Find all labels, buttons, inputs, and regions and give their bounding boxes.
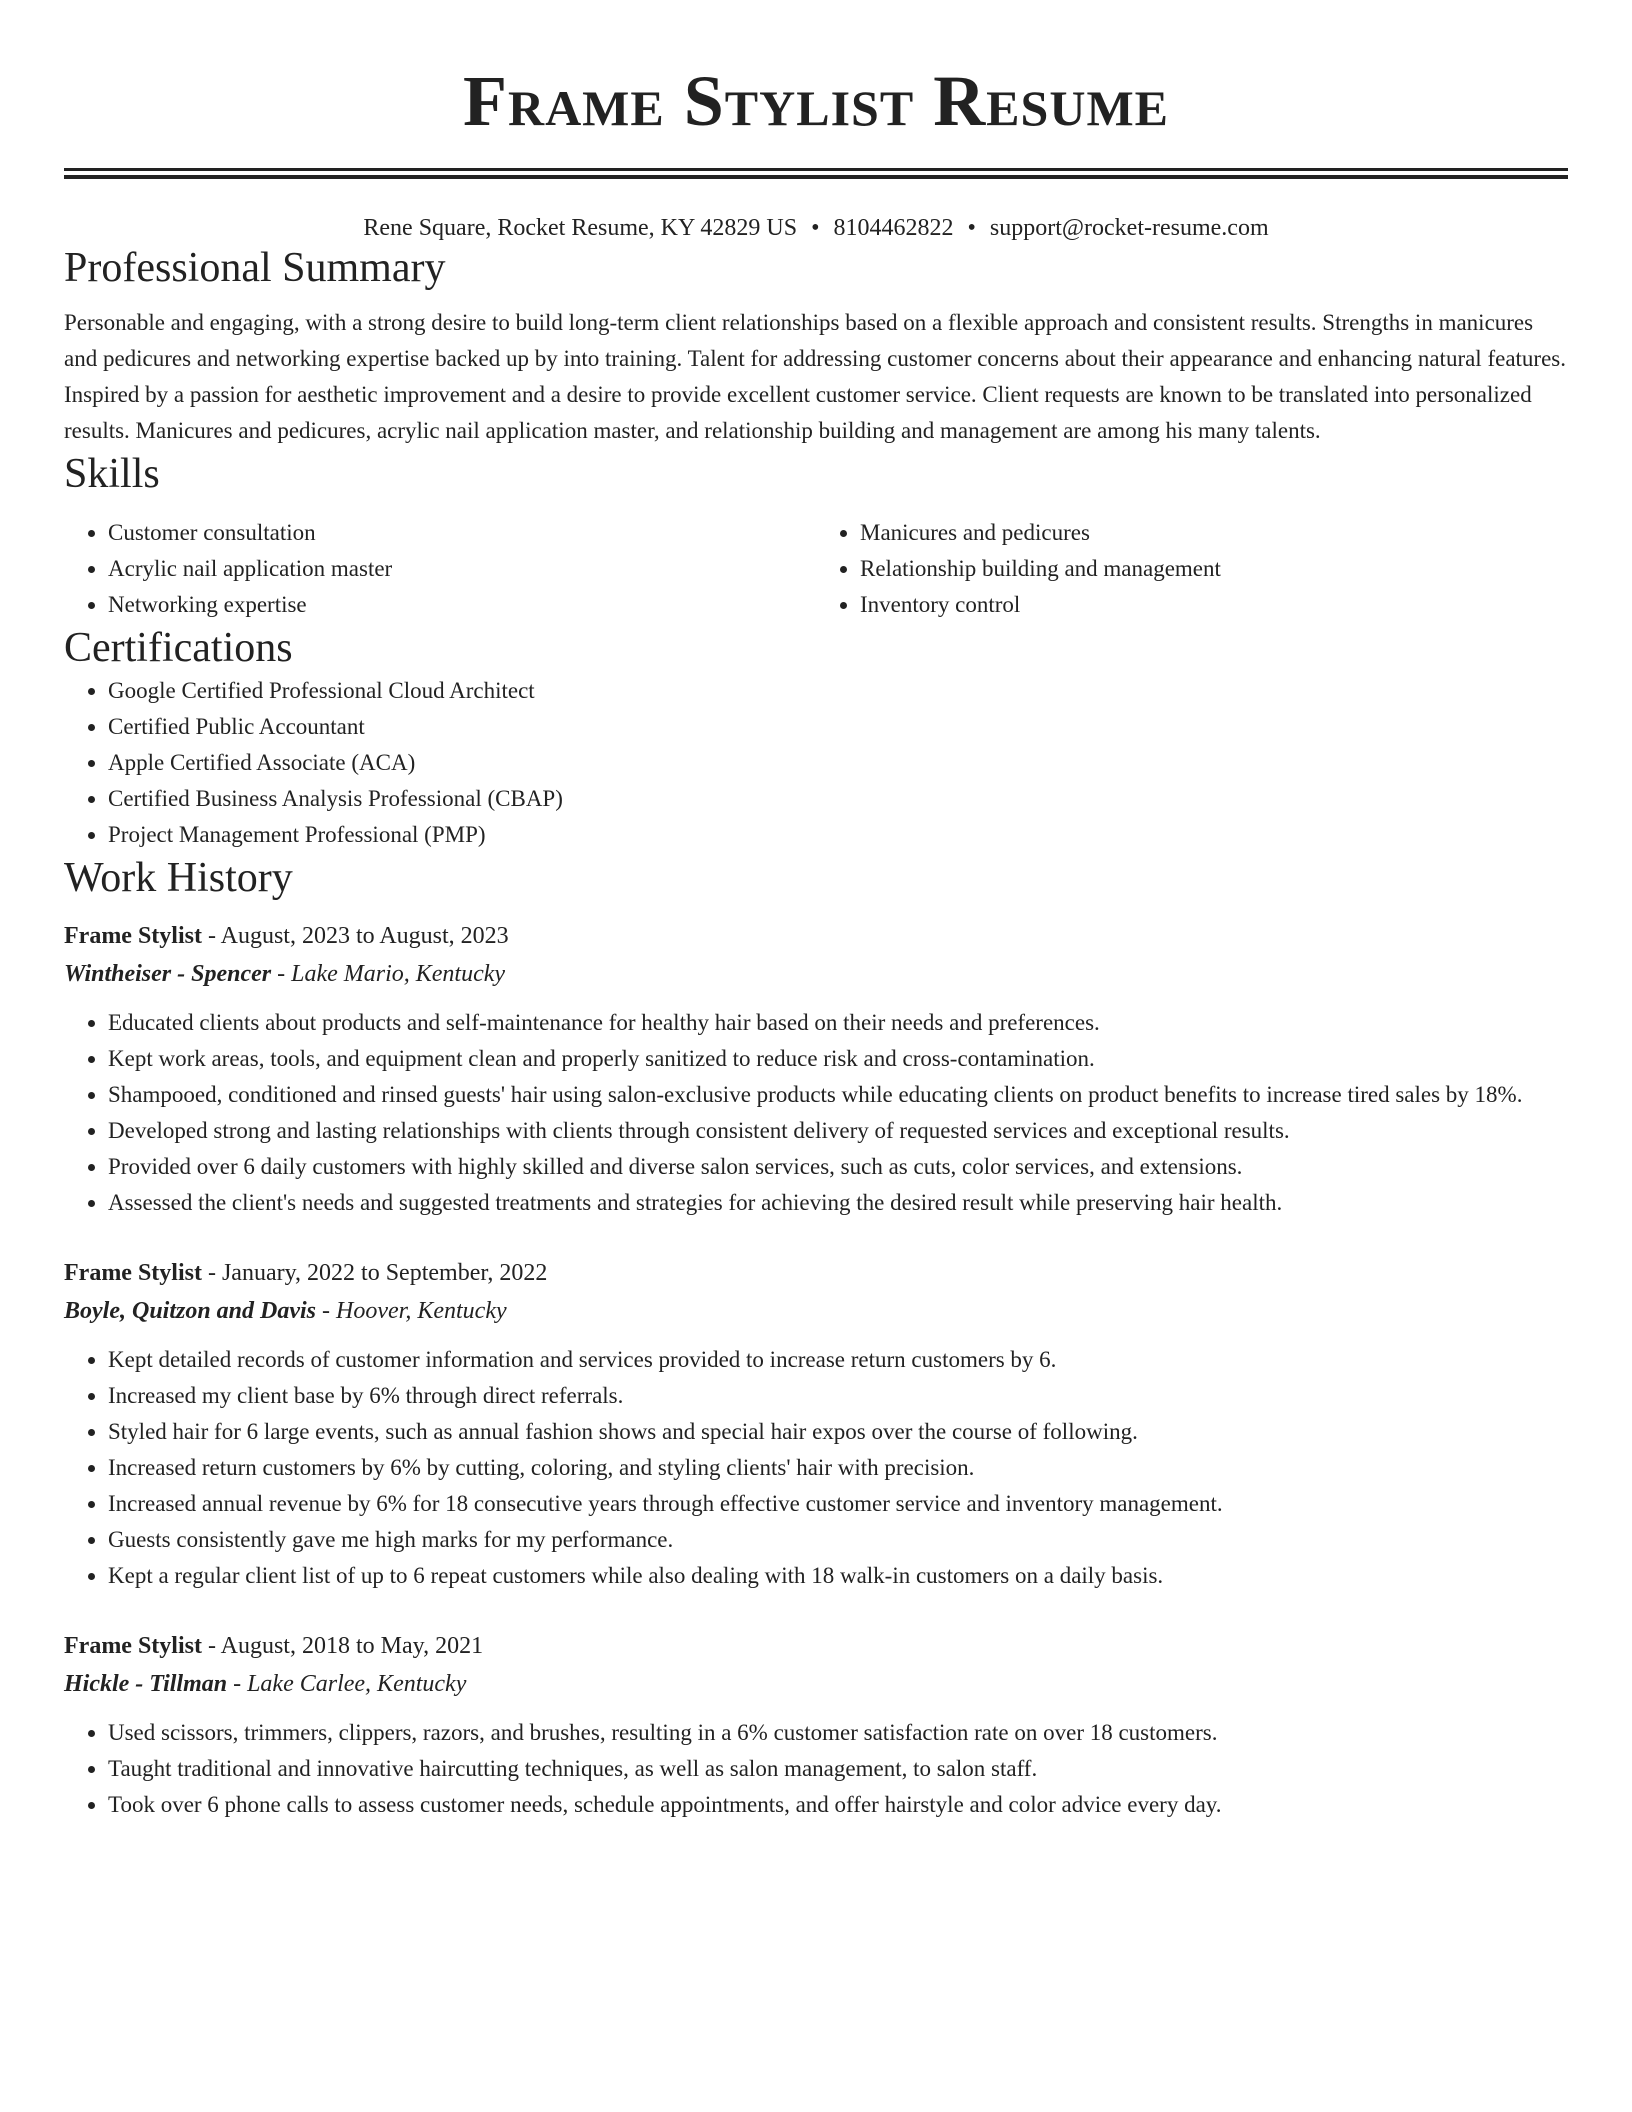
job-location: - Lake Carlee, Kentucky: [227, 1671, 467, 1697]
summary-text: Personable and engaging, with a strong desire to build long-term client relationships based on a flexible approach and consistent results. Strengths in manicures and pedicures and networking expertise backed up by into training. Talent for addressing customer concerns about their appearance and enhancing natural features. Inspired by a passion for aesthetic improvement and a desire to provide excellent customer service. Client requests are known to be translated into personalized results. Manicures and pedicures, acrylic nail application master, and relationship building and management are among his many talents.: [64, 310, 1566, 443]
work-history-heading: Work History: [64, 855, 293, 901]
skill-item: • Networking expertise: [108, 587, 816, 623]
job-title: Frame Stylist: [64, 1260, 202, 1286]
summary-heading: Professional Summary: [64, 245, 446, 291]
contact-separator: •: [967, 215, 976, 241]
job-bullet: • Increased return customers by 6% by cutting, coloring, and styling clients' hair with precision.: [108, 1450, 1568, 1486]
job-entry: [64, 1627, 1568, 1823]
certification-item: • Certified Business Analysis Professional (CBAP): [108, 781, 1568, 817]
job-company-line: [64, 955, 1568, 993]
title-double-rule: [64, 168, 1568, 179]
certification-item: • Google Certified Professional Cloud Architect: [108, 673, 1568, 709]
job-location: - Hoover, Kentucky: [316, 1298, 507, 1324]
job-entry: [64, 1254, 1568, 1594]
job-bullets: [64, 1005, 1568, 1221]
job-bullet: • Took over 6 phone calls to assess customer needs, schedule appointments, and offer hairstyle and color advice every day.: [108, 1787, 1568, 1823]
certification-item: • Apple Certified Associate (ACA): [108, 745, 1568, 781]
certification-item: • Certified Public Accountant: [108, 709, 1568, 745]
job-bullet: • Taught traditional and innovative haircutting techniques, as well as salon management, to salon staff.: [108, 1751, 1568, 1787]
contact-address: Rene Square, Rocket Resume, KY 42829 US: [363, 215, 798, 241]
job-company-line: [64, 1292, 1568, 1330]
job-bullet: • Guests consistently gave me high marks for my performance.: [108, 1522, 1568, 1558]
job-dates: - January, 2022 to September, 2022: [201, 1260, 548, 1286]
job-bullet: • Educated clients about products and self-maintenance for healthy hair based on their needs and preferences.: [108, 1005, 1568, 1041]
job-title: Frame Stylist: [64, 1633, 202, 1659]
job-bullets: [64, 1715, 1568, 1823]
contact-line: [64, 213, 1568, 243]
job-location: - Lake Mario, Kentucky: [271, 961, 506, 987]
skills-columns: [64, 515, 1568, 623]
skills-right-list: [816, 515, 1568, 623]
certifications-list: [64, 673, 1568, 853]
job-company: Wintheiser - Spencer: [64, 961, 272, 987]
job-bullet: • Assessed the client's needs and suggested treatments and strategies for achieving the desired result while preserving hair health.: [108, 1185, 1568, 1221]
job-entry: [64, 917, 1568, 1221]
job-bullet: • Styled hair for 6 large events, such as annual fashion shows and special hair expos over the course of following.: [108, 1414, 1568, 1450]
contact-separator: •: [811, 215, 820, 241]
contact-email: support@rocket-resume.com: [989, 215, 1269, 241]
skill-item: • Manicures and pedicures: [860, 515, 1568, 551]
job-title-line: [64, 1254, 1568, 1292]
job-bullet: • Increased annual revenue by 6% for 18 consecutive years through effective customer service and inventory management.: [108, 1486, 1568, 1522]
job-bullet: • Used scissors, trimmers, clippers, razors, and brushes, resulting in a 6% customer satisfaction rate on over 18 customers.: [108, 1715, 1568, 1751]
contact-phone: 8104462822: [833, 215, 954, 241]
job-bullet: • Kept detailed records of customer information and services provided to increase return customers by 6.: [108, 1342, 1568, 1378]
resume-page: [64, 0, 1568, 1823]
job-title: Frame Stylist: [64, 923, 202, 949]
job-title-line: [64, 917, 1568, 955]
skill-item: • Acrylic nail application master: [108, 551, 816, 587]
certification-item: • Project Management Professional (PMP): [108, 817, 1568, 853]
job-bullet: • Shampooed, conditioned and rinsed guests' hair using salon-exclusive products while educating clients on product benefits to increase tired sales by 18%.: [108, 1077, 1568, 1113]
resume-title: Frame Stylist Resume: [462, 61, 1169, 141]
skills-left-list: [64, 515, 816, 623]
job-bullet: • Developed strong and lasting relationships with clients through consistent delivery of requested services and exceptional results.: [108, 1113, 1568, 1149]
job-dates: - August, 2018 to May, 2021: [201, 1633, 484, 1659]
job-company: Boyle, Quitzon and Davis: [64, 1298, 317, 1324]
job-bullet: • Increased my client base by 6% through direct referrals.: [108, 1378, 1568, 1414]
certifications-heading: Certifications: [64, 625, 293, 671]
job-company: Hickle - Tillman: [64, 1671, 228, 1697]
skill-item: • Relationship building and management: [860, 551, 1568, 587]
skill-item: • Customer consultation: [108, 515, 816, 551]
skill-item: • Inventory control: [860, 587, 1568, 623]
skills-heading: Skills: [64, 451, 160, 497]
job-dates: - August, 2023 to August, 2023: [201, 923, 509, 949]
job-bullet: • Provided over 6 daily customers with highly skilled and diverse salon services, such as cuts, color services, and extensions.: [108, 1149, 1568, 1185]
job-title-line: [64, 1627, 1568, 1665]
job-bullet: • Kept work areas, tools, and equipment clean and properly sanitized to reduce risk and cross-contamination.: [108, 1041, 1568, 1077]
job-bullet: • Kept a regular client list of up to 6 repeat customers while also dealing with 18 walk-in customers on a daily basis.: [108, 1558, 1568, 1594]
job-bullets: [64, 1342, 1568, 1594]
job-company-line: [64, 1665, 1568, 1703]
